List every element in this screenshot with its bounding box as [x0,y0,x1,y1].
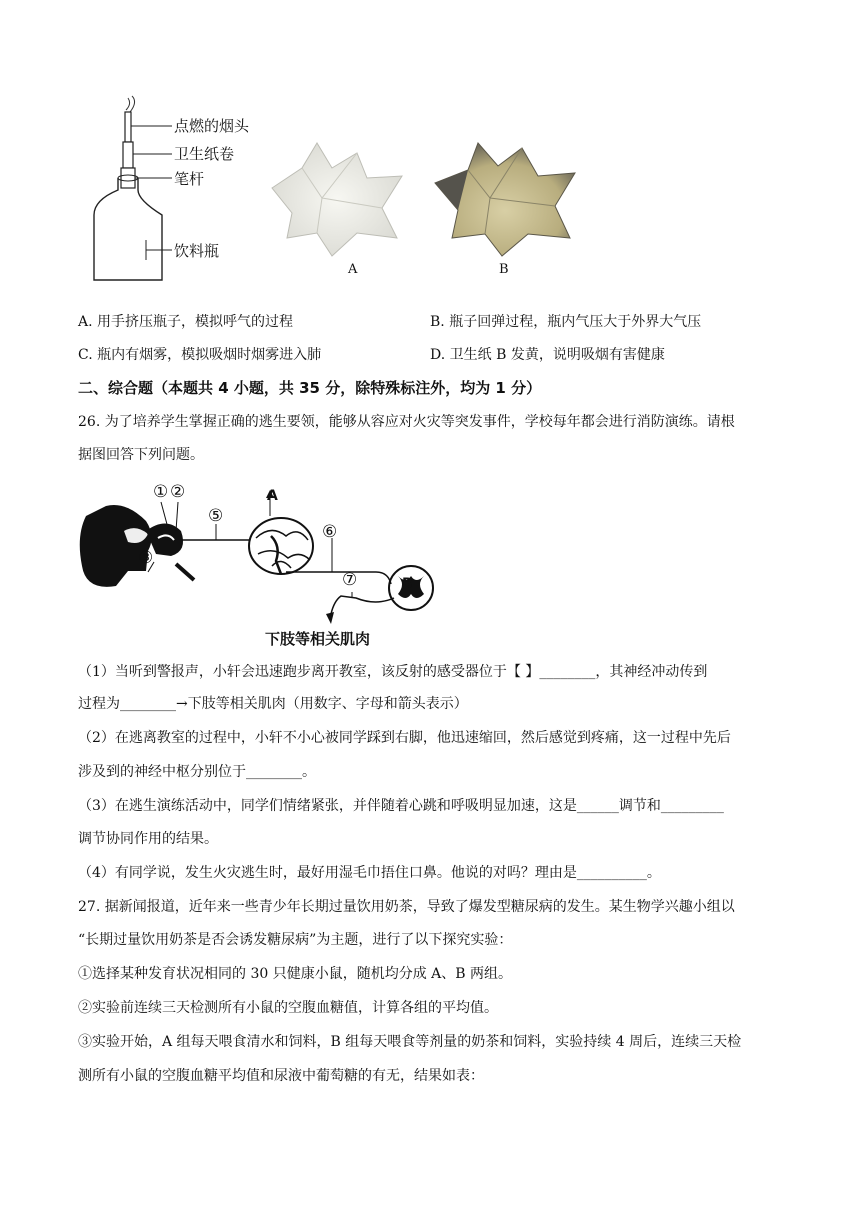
marker-7: ⑦ [342,570,358,590]
marker-5: ⑤ [208,506,224,526]
marker-1: ① [153,482,169,502]
letter-a: A [267,488,278,504]
q27-step3-line2: 测所有小鼠的空腹血糖平均值和尿液中葡萄糖的有无，结果如表： [78,1068,484,1084]
section-title: 二、综合题（本题共 4 小题，共 35 分，除特殊标注外，均为 1 分） [78,379,542,397]
q27-step3-line1: ③实验开始，A 组每天喂食清水和饲料，B 组每天喂食等剂量的奶茶和饲料，实验持续 4 周后，连续三天检 [78,1034,742,1050]
label-lit-cigarette: 点燃的烟头 [174,117,250,135]
tissue-photo-b [430,138,580,258]
tissue-photo-a [262,138,412,258]
q26-sub2-line2: 涉及到的神经中枢分别位于________。 [78,764,316,780]
marker-2: ② [170,482,186,502]
q27-step1: ①选择某种发育状况相同的 30 只健康小鼠，随机均分成 A、B 两组。 [78,966,513,982]
q26-sub4: （4）有同学说，发生火灾逃生时，最好用湿毛巾捂住口鼻。他说的对吗？理由是__________。 [78,865,661,881]
marker-3: ③ [138,548,154,568]
letter-b: B [402,576,413,592]
q26-sub3-line1: （3）在逃生演练活动中，同学们情绪紧张，并伴随着心跳和呼吸明显加速，这是______调节和_________ [78,798,724,814]
q27-step2: ②实验前连续三天检测所有小鼠的空腹血糖值，计算各组的平均值。 [78,1000,498,1016]
option-a: A. 用手挤压瓶子，模拟呼气的过程 [78,314,294,330]
q26-stem-line2: 据图回答下列问题。 [78,447,204,463]
label-pen-tube: 笔杆 [174,170,205,188]
q26-stem-line1: 26. 为了培养学生掌握正确的逃生要领，能够从容应对火灾等突发事件，学校每年都会进行消防演练。请根 [78,414,735,430]
q26-sub2-line1: （2）在逃离教室的过程中，小轩不小心被同学踩到右脚，他迅速缩回，然后感觉到疼痛，这一过程中先后 [78,730,731,746]
option-c: C. 瓶内有烟雾，模拟吸烟时烟雾进入肺 [78,347,322,363]
label-drink-bottle: 饮料瓶 [174,242,220,260]
q26-sub1-line2: 过程为________→下肢等相关肌肉（用数字、字母和箭头表示） [78,696,468,712]
q27-stem-line1: 27. 据新闻报道，近年来一些青少年长期过量饮用奶茶，导致了爆发型糖尿病的发生。某生物学兴趣小组以 [78,899,735,915]
q26-sub3-line2: 调节协同作用的结果。 [78,831,218,847]
q26-sub1-line1: （1）当听到警报声，小轩会迅速跑步离开教室，该反射的感受器位于【 】________，其神经冲动传到 [78,664,708,680]
marker-6: ⑥ [322,522,338,542]
photo-b-label: B [499,262,509,277]
q27-stem-line2: “长期过量饮用奶茶是否会诱发糖尿病”为主题，进行了以下探究实验： [78,932,513,948]
option-d: D. 卫生纸 B 发黄，说明吸烟有害健康 [430,347,665,363]
reflex-pathway-diagram [76,476,446,656]
label-toilet-paper-roll: 卫生纸卷 [174,145,235,163]
figure-caption-muscles: 下肢等相关肌肉 [265,630,371,648]
option-b: B. 瓶子回弹过程，瓶内气压大于外界大气压 [430,314,702,330]
photo-a-label: A [348,262,358,277]
